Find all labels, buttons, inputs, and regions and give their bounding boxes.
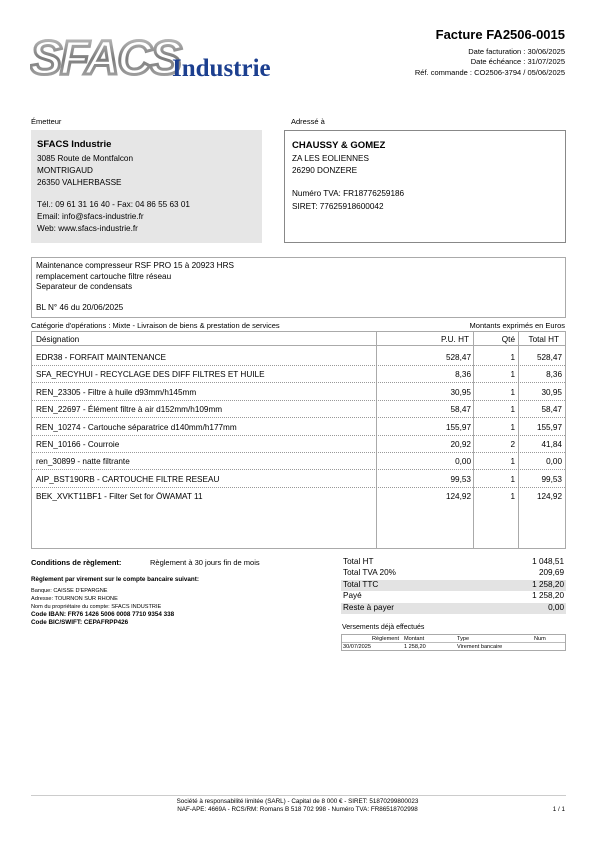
payments-header-reglement: Règlement [372,636,400,642]
footer-legal-1: Société à responsabilité limitée (SARL) - Capital de 8 000 € - SIRET: 51870299800023 [176,798,419,805]
footer-legal-2: NAF-APE: 4669A - RCS/RM: Romans B 518 702 998 - Numéro TVA: FR86518702998 [177,806,418,813]
payments-header-num: Num [534,636,546,642]
total-value: 0,00 [548,602,564,612]
sfacs-logo-mark [30,34,290,84]
order-reference: Réf. commande : CO2506-3794 / 05/06/2025 [414,68,565,77]
emitter-label: Émetteur [31,117,62,126]
item-unit-price: 99,53 [450,474,471,484]
table-row [32,453,565,470]
item-quantity: 1 [510,405,515,415]
company-logo [30,34,290,84]
footer-rule [31,795,566,796]
due-date: Date échéance : 31/07/2025 [470,57,565,66]
total-value: 1 048,51 [532,557,564,566]
emitter-phone: Tél.: 09 61 31 16 40 - Fax: 04 86 55 63 01 [37,199,190,209]
item-designation: REN_23305 - Filtre à huile d93mm/h145mm [36,387,197,397]
recipient-siret: SIRET: 77625918600042 [292,201,384,211]
emitter-address-1: 3085 Route de Montfalcon [37,154,134,163]
item-designation: SFA_RECYHUI - RECYCLAGE DES DIFF FILTRES ET HUILE [36,370,265,380]
table-header [32,332,565,346]
item-unit-price: 528,47 [445,353,471,362]
total-row [341,580,566,591]
invoice-title: Facture FA2506-0015 [435,27,565,42]
table-row [32,419,565,436]
total-value: 1 258,20 [532,591,564,601]
recipient-label: Adressé à [291,117,325,126]
bank-transfer-title: Règlement par virement sur le compte bancaire suivant: [31,576,199,583]
item-designation: AIP_BST190RB - CARTOUCHE FILTRE RESEAU [36,474,220,484]
table-row [32,401,565,418]
payment-conditions-value: Règlement à 30 jours fin de mois [150,558,260,567]
table-row [32,471,565,488]
emitter-address-3: 26350 VALHERBASSE [37,178,122,188]
iban: Code IBAN: FR76 1426 5006 0008 7710 9354 338 [31,611,175,618]
payment-type: Virement bancaire [457,644,503,650]
item-quantity: 2 [510,440,515,449]
payment-date: 30/07/2025 [343,644,371,650]
description-line-4: BL N° 46 du 20/06/2025 [36,302,124,312]
total-row [341,591,566,602]
payment-conditions-label: Conditions de règlement: [31,558,122,567]
currency-note: Montants exprimés en Euros [469,321,565,330]
emitter-email: Email: info@sfacs-industrie.fr [37,211,144,221]
bank-address: Adresse: TOURNON SUR RHONE [31,596,118,602]
item-total: 155,97 [536,422,562,432]
header-quantity: Qté [501,335,515,344]
payments-table [341,634,566,651]
item-total: 528,47 [536,353,562,362]
description-line-3: Separateur de condensats [36,282,133,292]
bank-name: Banque: CAISSE D'EPARGNE [31,588,108,594]
header-unit-price: P.U. HT [440,335,469,344]
total-row [341,557,566,568]
item-quantity: 1 [510,457,515,467]
table-row [32,436,565,453]
line-items-table [31,331,566,549]
total-value: 1 258,20 [532,579,564,589]
item-designation: ren_30899 - natte filtrante [36,457,130,467]
total-label: Reste à payer [343,602,394,612]
header-designation: Désignation [36,335,80,344]
item-quantity: 1 [510,474,515,484]
table-row [32,366,565,383]
payments-header-type: Type [457,636,470,642]
recipient-address-1: ZA LES EOLIENNES [292,154,369,163]
emitter-box [31,130,262,243]
item-total: 30,95 [541,387,562,397]
header-total: Total HT [528,335,559,344]
invoice-description [31,257,566,318]
item-quantity: 1 [510,492,515,502]
item-quantity: 1 [510,353,515,362]
logo-mark-text: SFACS [30,34,181,84]
total-label: Total TVA 20% [343,568,396,578]
item-unit-price: 8,36 [455,370,471,380]
item-designation: REN_10166 - Courroie [36,440,120,449]
item-unit-price: 124,92 [445,492,471,502]
bic-swift: Code BIC/SWIFT: CEPAFRPP426 [31,619,129,626]
item-quantity: 1 [510,422,515,432]
recipient-name: CHAUSSY & GOMEZ [292,140,386,151]
item-total: 8,36 [546,370,562,380]
item-total: 124,92 [536,492,562,502]
total-row [341,603,566,614]
emitter-name: SFACS Industrie [37,139,112,150]
table-row [32,349,565,366]
emitter-web: Web: www.sfacs-industrie.fr [37,224,138,234]
recipient-box [284,130,566,243]
item-total: 41,84 [541,440,562,449]
item-total: 0,00 [546,457,562,467]
total-label: Payé [343,591,362,601]
logo-suffix-text: Industrie [172,55,271,82]
item-unit-price: 155,97 [445,422,471,432]
table-row [32,488,565,505]
payment-amount: 1 258,20 [404,644,426,650]
item-unit-price: 0,00 [455,457,471,467]
item-designation: EDR38 - FORFAIT MAINTENANCE [36,353,166,362]
description-line-1: Maintenance compresseur RSF PRO 15 à 20923 HRS [36,261,234,270]
total-value: 209,69 [538,568,564,578]
item-designation: BEK_XVKT11BF1 - Filter Set for ÖWAMAT 11 [36,492,203,502]
item-unit-price: 30,95 [450,387,471,397]
item-total: 99,53 [541,474,562,484]
payments-title: Versements déjà effectués [342,624,425,631]
item-designation: REN_22697 - Élément filtre à air d152mm/h109mm [36,405,223,415]
emitter-address-2: MONTRIGAUD [37,166,93,176]
page-number: 1 / 1 [552,806,565,813]
payments-header-montant: Montant [404,636,425,642]
item-quantity: 1 [510,387,515,397]
invoice-date: Date facturation : 30/06/2025 [468,47,565,56]
item-designation: REN_10274 - Cartouche séparatrice d140mm/h177mm [36,422,237,432]
operation-category: Catégorie d'opérations : Mixte - Livraison de biens & prestation de services [31,321,280,330]
account-owner: Nom du propriétaire du compte: SFACS INDUSTRIE [31,604,162,610]
total-row [341,568,566,579]
item-unit-price: 20,92 [450,440,471,449]
recipient-address-2: 26290 DONZERE [292,166,358,176]
total-label: Total TTC [343,579,379,589]
item-total: 58,47 [541,405,562,415]
table-row [32,384,565,401]
total-label: Total HT [343,557,374,566]
item-quantity: 1 [510,370,515,380]
item-unit-price: 58,47 [450,405,471,415]
description-line-2: remplacement cartouche filtre réseau [36,271,172,281]
recipient-tva: Numéro TVA: FR18776259186 [292,189,405,199]
